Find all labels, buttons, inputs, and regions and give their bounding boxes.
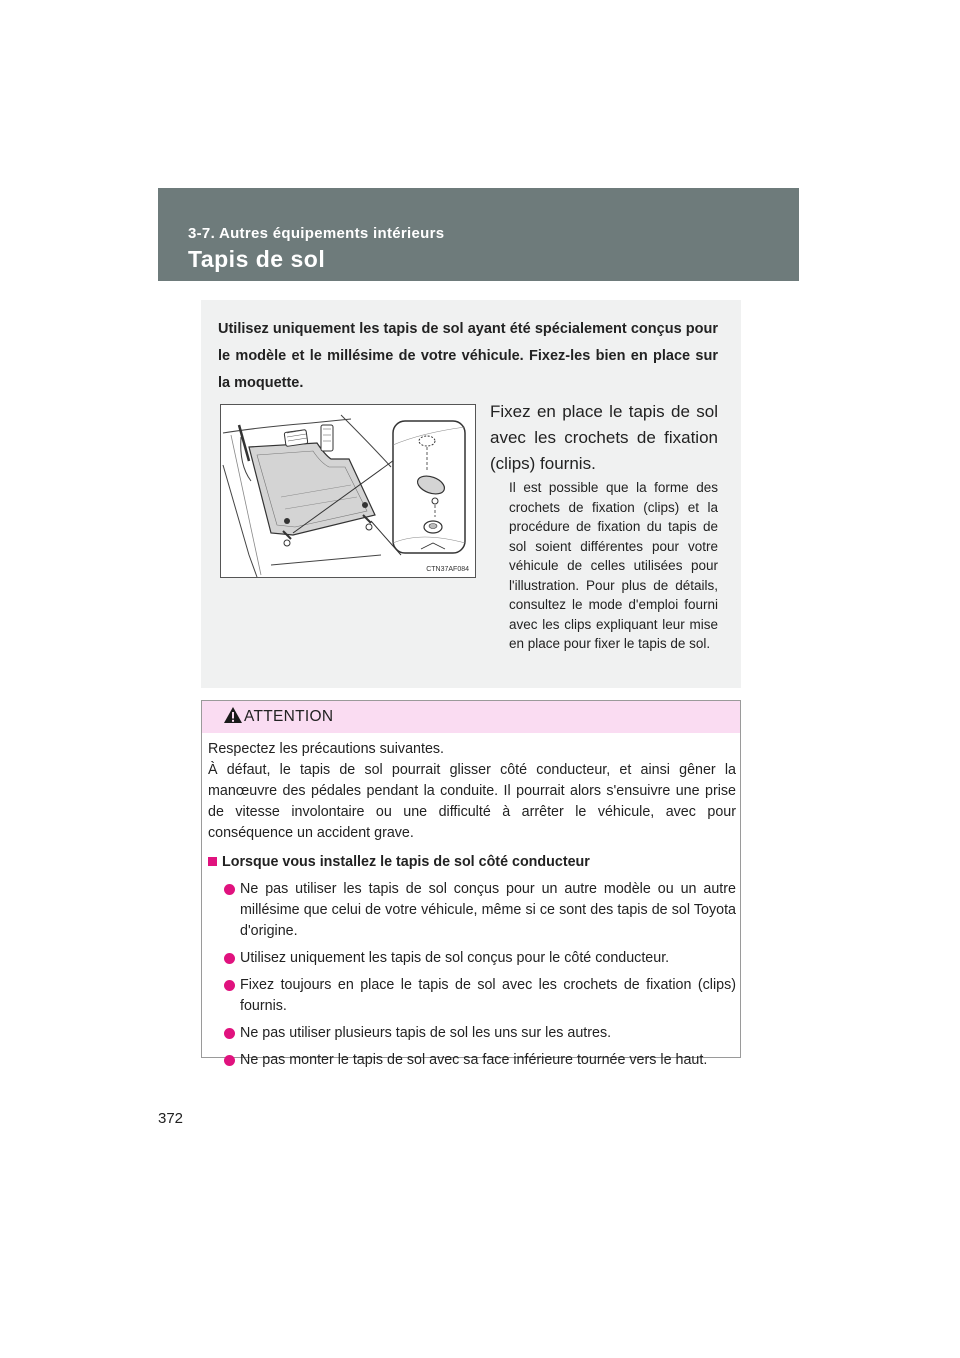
page-number: 372 [158,1110,184,1127]
warning-bullet [208,948,736,969]
warning-bullet-text: Ne pas utiliser les tapis de sol conçus pour un autre modèle ou un autre millésime que celui de votre véhicule, même si ce sont des tapis de sol Toyota d'origine. [240,881,736,939]
round-bullet-icon [224,1055,235,1066]
warning-bullet-text: Ne pas utiliser plusieurs tapis de sol les uns sur les autres. [240,1025,612,1041]
page-title: Tapis de sol [188,246,326,272]
floor-mat-drawing [221,405,475,577]
warning-bullet [208,1050,736,1071]
floor-mat-illustration [220,404,476,578]
figure-code: CTN37AF084 [426,566,469,573]
warning-bullet [208,879,736,942]
install-instruction: Fixez en place le tapis de sol avec les crochets de fixation (clips) fournis. [490,402,718,473]
section-header [158,188,799,281]
warning-subheading-text: Lorsque vous installez le tapis de sol côté conducteur [222,854,590,870]
warning-paragraph-2: À défaut, le tapis de sol pourrait glisser côté conducteur, et ainsi gêner la manœuvre des pédales pendant la conduite. Il pourrait alors s'ensuivre une prise de vitesse involontaire ou une difficulté à arrêter le véhicule, avec pour conséquence un accident grave. [208,762,736,841]
install-note: Il est possible que la forme des crochets de fixation (clips) et la procédure de fixation du tapis de sol soient différentes pour votre véhicule de celles utilisées pour l'illustration. Pour plus de détails, consultez le mode d'emploi fourni avec les clips expliquant leur mise en place pour fixer le tapis de sol. [509,480,718,651]
intro-box [201,300,741,688]
warning-bullet-text: Ne pas monter le tapis de sol avec sa face inférieure tournée vers le haut. [240,1052,708,1068]
round-bullet-icon [224,1028,235,1039]
warning-paragraph-1: Respectez les précautions suivantes. [208,741,445,757]
warning-bullet [208,1023,736,1044]
round-bullet-icon [224,953,235,964]
warning-subheading [208,852,736,873]
warning-body [208,739,736,1071]
warning-bullet [208,975,736,1017]
warning-title: ATTENTION [244,708,334,725]
warning-bullet-text: Utilisez uniquement les tapis de sol conçus pour le côté conducteur. [240,950,670,966]
warning-bullet-text: Fixez toujours en place le tapis de sol avec les crochets de fixation (clips) fournis. [240,977,736,1014]
warning-header [202,701,740,733]
section-label: 3-7. Autres équipements intérieurs [188,225,445,242]
intro-text: Utilisez uniquement les tapis de sol ayant été spécialement conçus pour le modèle et le millésime de votre véhicule. Fixez-les bien en place sur la moquette. [218,321,718,391]
round-bullet-icon [224,980,235,991]
warning-triangle-icon [223,706,243,724]
warning-box [201,700,741,1068]
square-bullet-icon [208,857,217,866]
round-bullet-icon [224,884,235,895]
